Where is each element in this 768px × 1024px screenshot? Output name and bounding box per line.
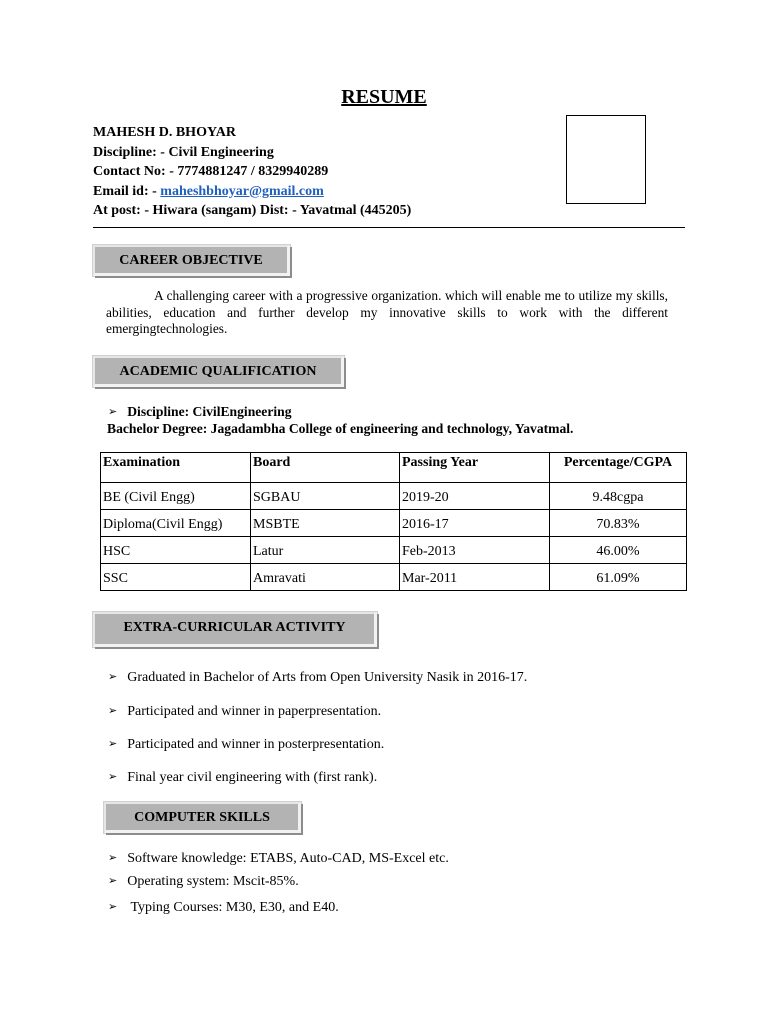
cell-year: 2019-20 (400, 483, 550, 510)
photo-placeholder (566, 115, 646, 204)
cell-score: 9.48cgpa (550, 483, 687, 510)
arrowhead-bullet-icon: ➢ (108, 770, 118, 783)
list-item (108, 900, 339, 916)
arrowhead-bullet-icon: ➢ (108, 670, 118, 683)
header-board: Board (251, 453, 400, 483)
email-line (93, 182, 411, 202)
arrowhead-bullet-icon: ➢ (108, 851, 118, 864)
list-item-text: Software knowledge: ETABS, Auto-CAD, MS-Excel etc. (127, 851, 449, 866)
list-item-text: Final year civil engineering with (first rank). (127, 770, 378, 785)
cell-year: Mar-2011 (400, 564, 550, 591)
contact-block (93, 123, 411, 221)
list-item (108, 737, 384, 753)
email-link[interactable]: maheshbhoyar@gmail.com (160, 183, 324, 199)
academic-discipline (108, 404, 292, 420)
list-item (108, 770, 377, 786)
email-label: Email id: - (93, 183, 161, 199)
resume-title: RESUME (341, 86, 427, 108)
list-item-text: Participated and winner in posterpresentation. (127, 737, 385, 752)
list-item-text: Participated and winner in paperpresentation. (127, 704, 382, 719)
cell-board: Latur (251, 537, 400, 564)
computer-skills-heading: COMPUTER SKILLS (104, 802, 301, 833)
arrowhead-bullet-icon: ➢ (108, 874, 118, 887)
career-objective-heading: CAREER OBJECTIVE (93, 245, 290, 276)
list-item-text: Typing Courses: M30, E30, and E40. (127, 900, 339, 915)
list-item (108, 670, 527, 686)
arrowhead-bullet-icon: ➢ (108, 737, 118, 750)
list-item (108, 874, 299, 890)
list-item-text: Operating system: Mscit-85%. (127, 874, 299, 889)
cell-board: MSBTE (251, 510, 400, 537)
qualification-table (100, 452, 687, 591)
cell-board: Amravati (251, 564, 400, 591)
header-passing-year: Passing Year (400, 453, 550, 483)
header-examination: Examination (101, 453, 251, 483)
list-item-text: Graduated in Bachelor of Arts from Open University Nasik in 2016-17. (127, 670, 528, 685)
cell-year: Feb-2013 (400, 537, 550, 564)
arrowhead-bullet-icon: ➢ (108, 405, 118, 418)
arrowhead-bullet-icon: ➢ (108, 900, 118, 913)
table-header-row (101, 453, 687, 483)
contact-number: Contact No: - 7774881247 / 8329940289 (93, 164, 329, 179)
arrowhead-bullet-icon: ➢ (108, 704, 118, 717)
table-row (101, 483, 687, 510)
table-row (101, 564, 687, 591)
cell-examination: Diploma(Civil Engg) (101, 510, 251, 537)
academic-qualification-heading: ACADEMIC QUALIFICATION (93, 356, 344, 387)
address-line: At post: - Hiwara (sangam) Dist: - Yavatmal (445205) (93, 203, 412, 218)
list-item (108, 704, 381, 720)
cell-examination: SSC (101, 564, 251, 591)
cell-examination: BE (Civil Engg) (101, 483, 251, 510)
career-objective-text: A challenging career with a progressive organization. which will enable me to utilize my skills, abilities, education and further develop my innovative skills to work with the different emergingtechnologies. (106, 288, 668, 336)
header-percentage: Percentage/CGPA (550, 453, 687, 483)
cell-board: SGBAU (251, 483, 400, 510)
table-row (101, 510, 687, 537)
cell-score: 70.83% (550, 510, 687, 537)
table-row (101, 537, 687, 564)
discipline-line: Discipline: - Civil Engineering (93, 144, 274, 160)
candidate-name: MAHESH D. BHOYAR (93, 125, 237, 140)
header-divider (93, 227, 685, 228)
cell-year: 2016-17 (400, 510, 550, 537)
cell-score: 46.00% (550, 537, 687, 564)
cell-examination: HSC (101, 537, 251, 564)
extra-curricular-heading: EXTRA-CURRICULAR ACTIVITY (93, 612, 377, 647)
academic-discipline-text: Discipline: CivilEngineering (127, 404, 292, 419)
academic-degree: Bachelor Degree: Jagadambha College of engineering and technology, Yavatmal. (107, 421, 574, 436)
list-item (108, 851, 449, 867)
cell-score: 61.09% (550, 564, 687, 591)
